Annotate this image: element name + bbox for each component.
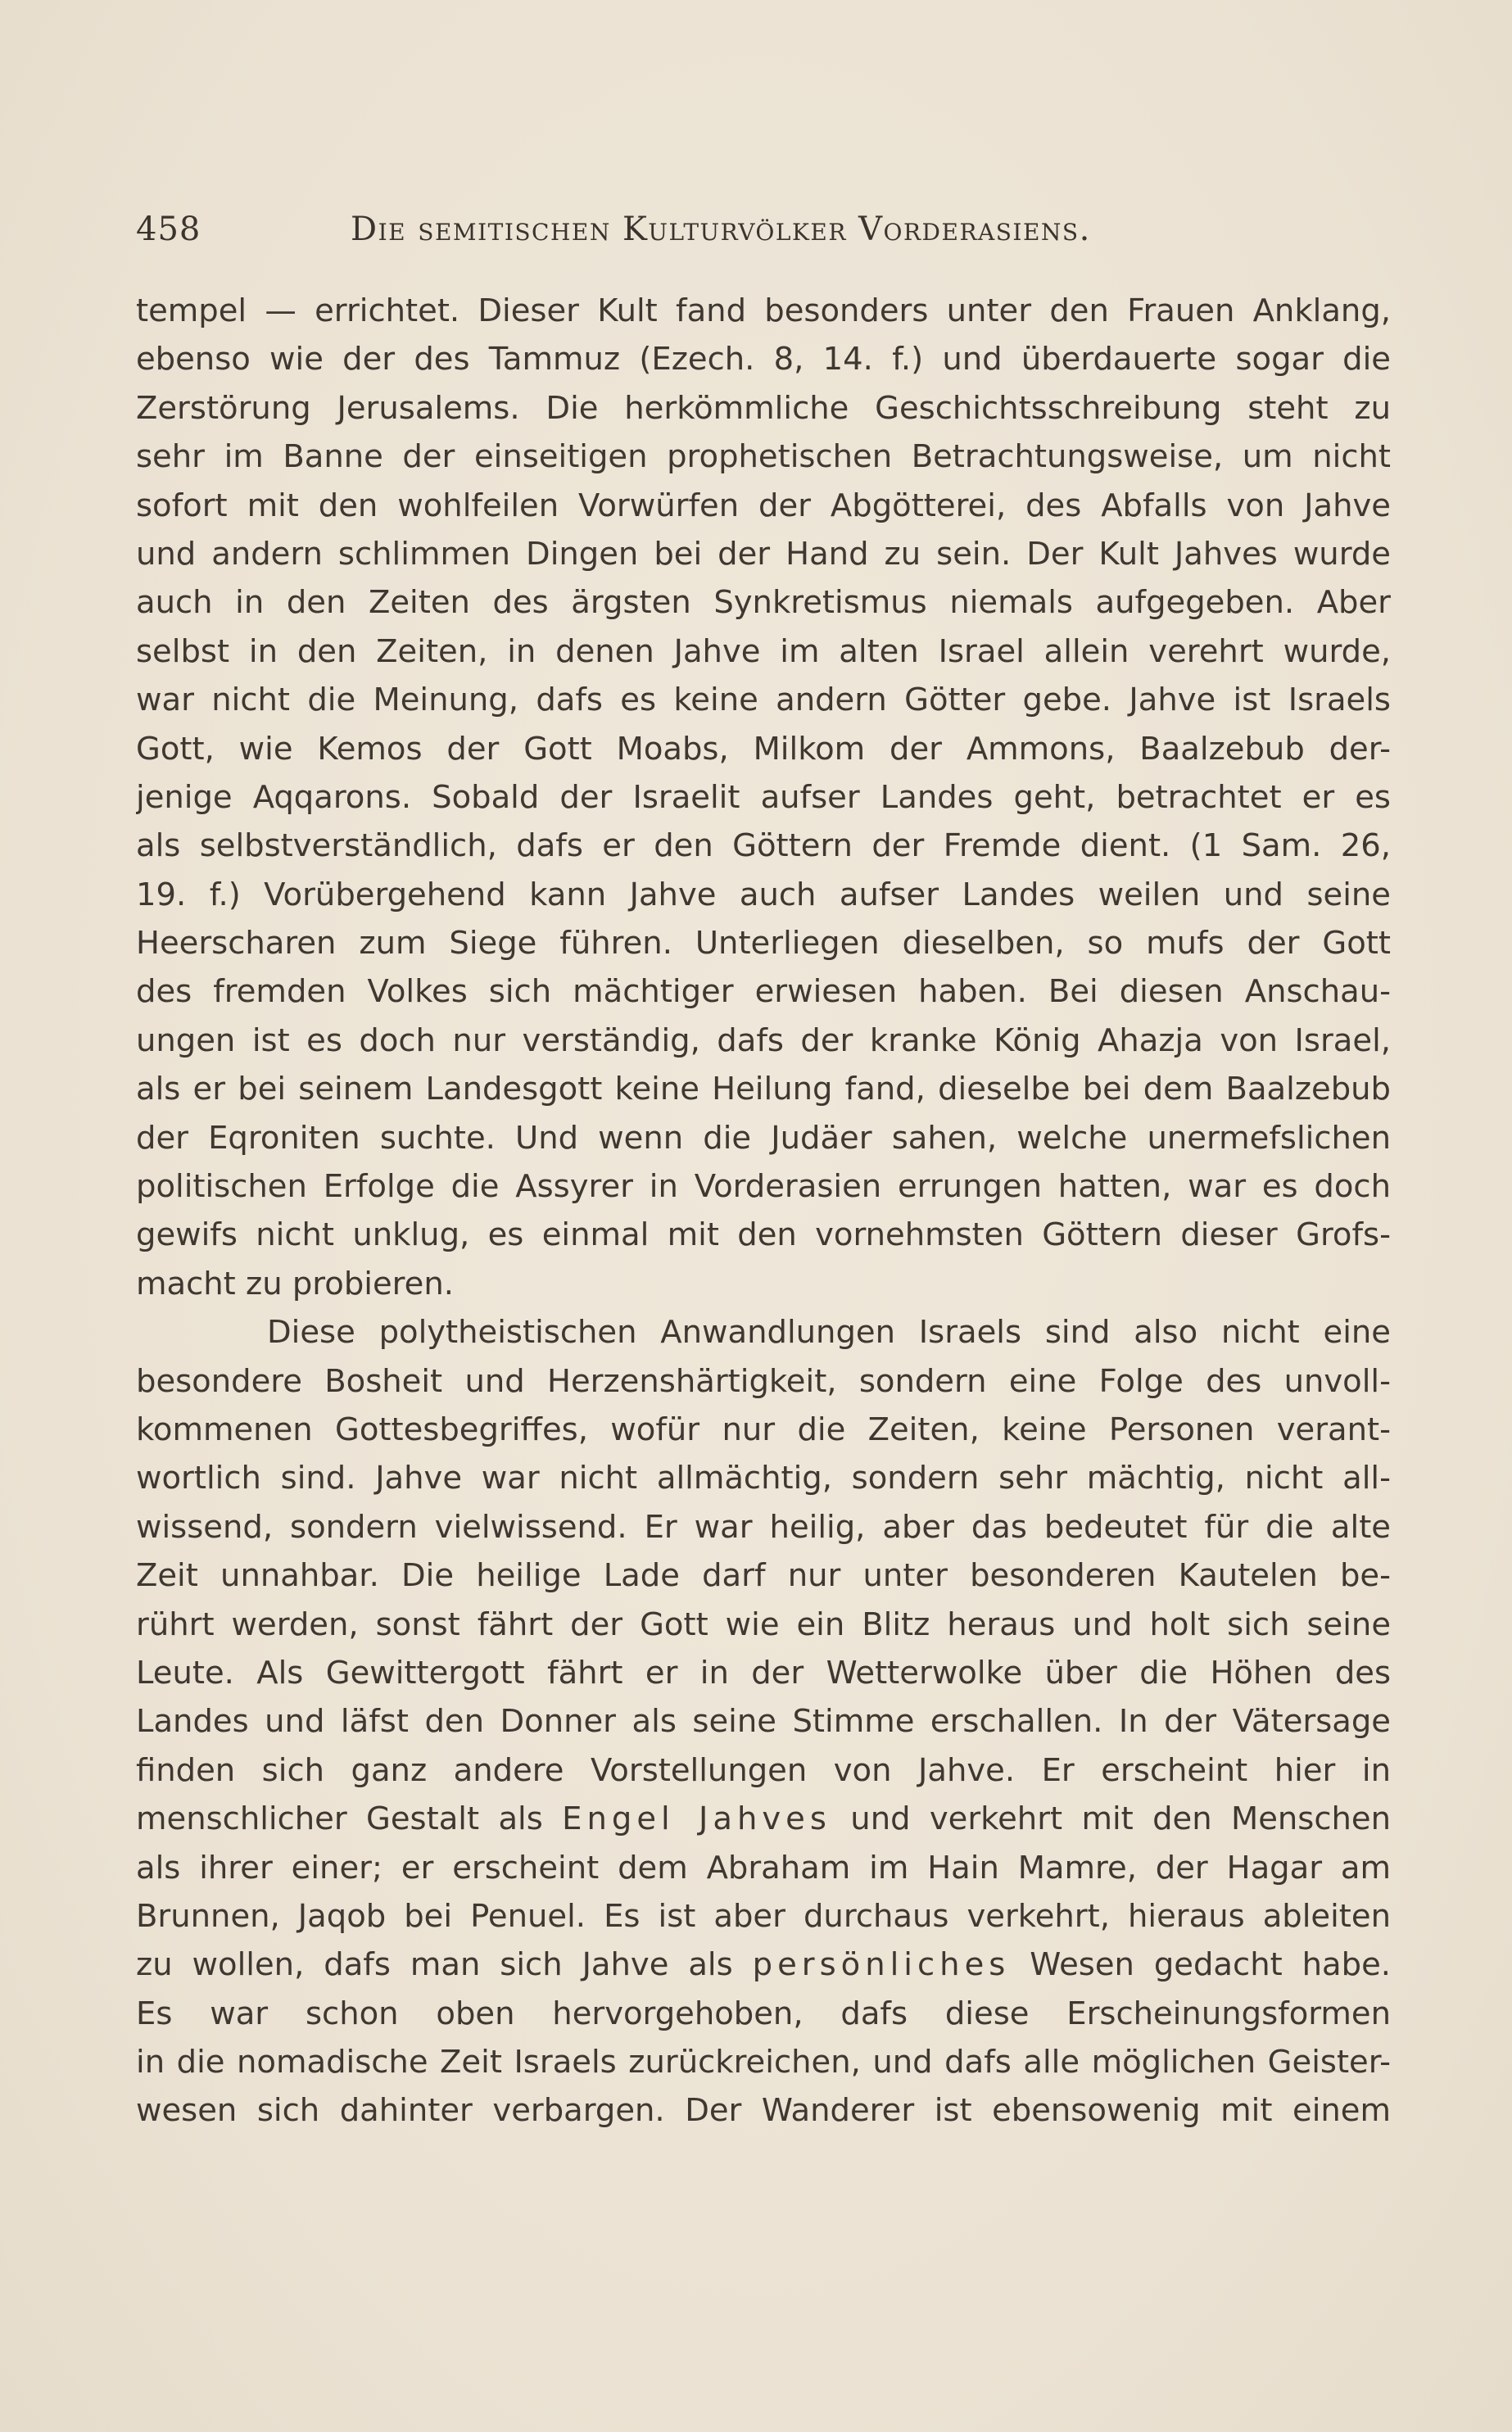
text-line: war nicht die Meinung, dafs es keine andern Götter gebe. Jahve ist Israels [136,682,1391,719]
emphasized-text: Engel Jahves [562,1800,831,1838]
text-line: Zerstörung Jerusalems. Die herkömmliche Geschichtsschreibung steht zu [136,389,1391,427]
page-number: 458 [136,211,201,248]
text-line: rührt werden, sonst fährt der Gott wie ein Blitz heraus und holt sich seine [136,1605,1391,1643]
text-line: ungen ist es doch nur verständig, dafs der kranke König Ahazja von Israel, [136,1021,1391,1059]
text-line: als selbstverständlich, dafs er den Göttern der Fremde dient. (1 Sam. 26, [136,827,1391,865]
text-segment: menschlicher Gestalt als [136,1800,543,1838]
emphasized-text: persönliches [752,1946,1011,1984]
paragraph-start-line: Diese polytheistischen Anwandlungen Israels sind also nicht eine [267,1314,1391,1352]
text-line: auch in den Zeiten des ärgsten Synkretismus niemals aufgegeben. Aber [136,584,1391,622]
text-line [136,1795,1391,1843]
text-line: selbst in den Zeiten, in denen Jahve im alten Israel allein verehrt wurde, [136,632,1391,670]
text-line: Heerscharen zum Siege führen. Unterliegen dieselben, so mufs der Gott [136,925,1391,962]
text-line: sofort mit den wohlfeilen Vorwürfen der Abgötterei, des Abfalls von Jahve [136,487,1391,524]
text-line: finden sich ganz andere Vorstellungen von Jahve. Er erscheint hier in [136,1751,1391,1789]
text-segment: und verkehrt mit den Menschen [850,1800,1391,1838]
text-line [136,1941,1391,1989]
text-line: der Eqroniten suchte. Und wenn die Judäer sahen, welche unermefslichen [136,1119,1391,1157]
text-line: als er bei seinem Landesgott keine Heilung fand, dieselbe bei dem Baalzebub [136,1071,1391,1108]
text-line: Leute. Als Gewittergott fährt er in der Wetterwolke über die Höhen des [136,1654,1391,1692]
text-line: wortlich sind. Jahve war nicht allmächtig, sondern sehr mächtig, nicht all- [136,1460,1391,1497]
text-line: ebenso wie der des Tammuz (Ezech. 8, 14. f.) und überdauerte sogar die [136,341,1391,378]
text-line: besondere Bosheit und Herzenshärtigkeit, sondern eine Folge des unvoll- [136,1362,1391,1400]
text-line: wissend, sondern vielwissend. Er war heilig, aber das bedeutet für die alte [136,1508,1391,1546]
text-line: Es war schon oben hervorgehoben, dafs diese Erscheinungsformen [136,1995,1391,2032]
text-line: wesen sich dahinter verbargen. Der Wanderer ist ebensowenig mit einem [136,2092,1391,2130]
text-line: kommenen Gottesbegriffes, wofür nur die Zeiten, keine Personen verant- [136,1411,1391,1448]
text-line: politischen Erfolge die Assyrer in Vorderasien errungen hatten, war es doch [136,1168,1391,1206]
text-line: Gott, wie Kemos der Gott Moabs, Milkom der Ammons, Baalzebub der- [136,730,1391,768]
running-head [136,206,1389,252]
running-title: Die semitischen Kulturvölker Vorderasiens. [351,211,1091,248]
text-line: und andern schlimmen Dingen bei der Hand zu sein. Der Kult Jahves wurde [136,535,1391,573]
text-line: als ihrer einer; er erscheint dem Abraham im Hain Mamre, der Hagar am [136,1849,1391,1886]
text-line: sehr im Banne der einseitigen prophetischen Betrachtungsweise, um nicht [136,438,1391,476]
paragraph-end-line: macht zu probieren. [136,1265,454,1302]
text-line: jenige Aqqarons. Sobald der Israelit aufser Landes geht, betrachtet er es [136,778,1391,816]
text-segment: Wesen gedacht habe. [1030,1946,1391,1984]
text-line: tempel — errichtet. Dieser Kult fand besonders unter den Frauen Anklang, [136,292,1391,329]
text-line: Landes und läfst den Donner als seine Stimme erschallen. In der Vätersage [136,1703,1391,1741]
text-line: 19. f.) Vorübergehend kann Jahve auch aufser Landes weilen und seine [136,876,1391,913]
text-line: gewifs nicht unklug, es einmal mit den vornehmsten Göttern dieser Grofs- [136,1216,1391,1254]
body-text [136,287,1391,2135]
text-line: Zeit unnahbar. Die heilige Lade darf nur unter besonderen Kautelen be- [136,1557,1391,1595]
text-segment: zu wollen, dafs man sich Jahve als [136,1946,733,1984]
text-line: in die nomadische Zeit Israels zurückreichen, und dafs alle möglichen Geister- [136,2044,1391,2081]
text-line: des fremden Volkes sich mächtiger erwiesen haben. Bei diesen Anschau- [136,973,1391,1011]
text-line: Brunnen, Jaqob bei Penuel. Es ist aber durchaus verkehrt, hieraus ableiten [136,1897,1391,1935]
